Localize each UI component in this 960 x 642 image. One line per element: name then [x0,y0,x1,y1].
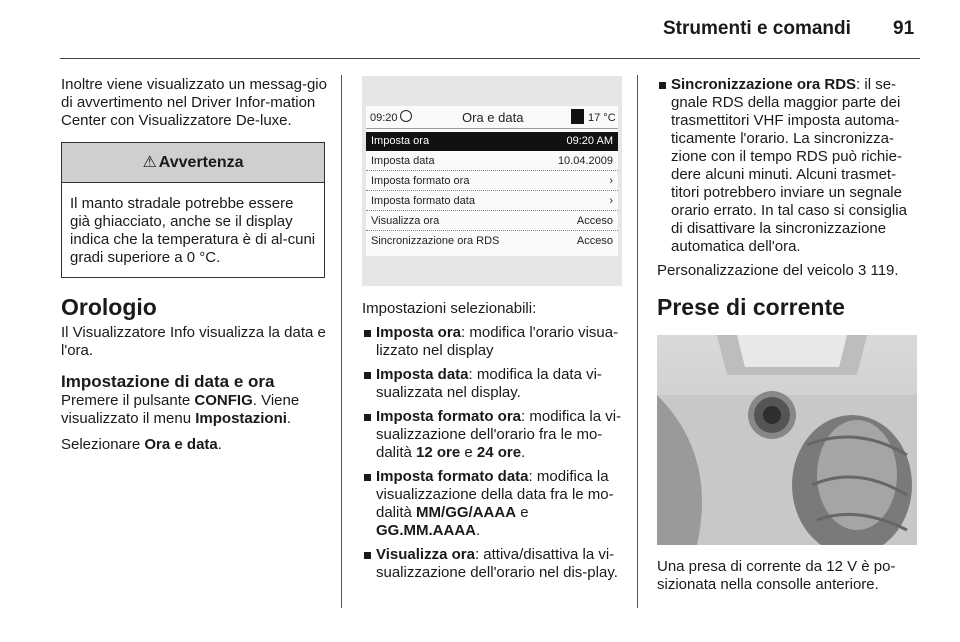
display-menu-row [366,232,618,251]
text-fragment: Premere il pulsante [61,392,195,409]
display-time: 09:20 [370,112,398,124]
item-term: Visualizza ora [376,546,475,563]
cross-reference [657,262,921,280]
item-text: : attiva/disattiva la vi-sualizzazione dell'orario nel dis-play. [376,546,618,581]
item-term: MM/GG/AAAA [416,504,517,521]
page-header-title: Strumenti e comandi [663,18,851,39]
list-item [362,366,626,402]
item-term: Imposta data [376,366,469,383]
item-text: : modifica l'orario visua-lizzato nel display [376,324,619,359]
item-term: Imposta formato data [376,468,529,485]
power-outlet-text: Una presa di corrente da 12 V è po-sizionata nella consolle anteriore. [657,558,896,593]
display-separator [366,128,618,129]
item-text: : modifica la data vi-sualizzata nel display. [376,366,602,401]
row-value: Acceso [576,215,613,227]
row-label: Sincronizzazione ora RDS [371,235,500,247]
page-reference-link[interactable]: 3 119. [857,262,899,279]
display-temperature: 17 °C [588,112,616,124]
item-text: e [516,504,529,521]
power-outlet-photo [657,335,917,545]
display-status-bar [366,106,618,128]
config-paragraph [61,392,329,428]
settings-intro: Impostazioni selezionabili: [362,300,537,317]
column-left [61,76,329,462]
power-outlet-illustration [657,335,917,545]
row-label: Imposta data [371,155,435,167]
item-term: Imposta ora [376,324,462,341]
row-value: 10.04.2009 [557,155,613,167]
page-number: 91 [893,18,915,39]
clock-paragraph: Il Visualizzatore Info visualizza la data e l'ora. [61,324,326,359]
row-value: 09:20 AM [566,135,613,147]
row-label: Visualizza ora [371,215,440,227]
section-title-clock: Orologio [61,294,157,320]
menu-item-label: Ora e data [144,436,218,453]
item-term: Imposta formato ora [376,408,522,425]
clock-icon [400,110,412,122]
display-menu-row [366,132,618,151]
warning-title: Avvertenza [158,153,244,171]
row-value: Acceso [576,235,613,247]
warning-body: Il manto stradale potrebbe essere già ghiacciato, anche se il display indica che la temperatura è di al-cuni gradi superiore a 0 °C. [70,195,316,266]
list-item [657,76,921,256]
item-text: : il se-gnale RDS della maggior parte dei trasmettitori VHF imposta automa-ticamente l'orario. La sincronizza-zione con il tempo RDS può richie-dere alcuni minuti. Alcuni trasmet-titori potrebbero inviare un segnale orario errato. In tal caso si consiglia di disattivare la sincronizzazione automatica dell'ora. [671,76,907,255]
item-text: e [460,444,477,461]
thermometer-icon [571,109,584,124]
display-screenshot [362,76,622,286]
item-text: . [476,522,481,539]
display-menu-row [366,152,618,171]
list-item [362,408,626,462]
item-term: Sincronizzazione ora RDS [671,76,857,93]
item-term: GG.MM.AAAA [376,522,476,539]
item-text: : modifica la vi-sualizzazione dell'orario fra le mo-dalità [376,408,622,461]
display-menu-row [366,172,618,191]
display-menu-row [366,212,618,231]
display-menu-row [366,192,618,211]
warning-icon: ⚠ [142,153,157,171]
item-text: . [521,444,526,461]
header-divider [60,58,920,59]
row-label: Imposta formato ora [371,175,470,187]
section-title-power-outlets: Prese di corrente [657,294,845,320]
item-term: 12 ore [416,444,461,461]
item-text: : modifica la visualizzazione della data fra le mo-dalità [376,468,614,521]
text-fragment: Selezionare [61,436,145,453]
list-item [362,546,626,582]
text-fragment: . [217,436,222,453]
cross-reference-text: Personalizzazione del veicolo [657,262,854,279]
row-label: Imposta ora [371,135,430,147]
warning-box [61,142,325,278]
intro-paragraph: Inoltre viene visualizzato un messag-gio di avvertimento nel Driver Infor-mation Center con Visualizzatore De-luxe. [61,76,327,129]
column-divider [637,75,638,608]
row-value: › [609,195,613,207]
select-paragraph [61,436,329,454]
subsection-title-datetime: Impostazione di data e ora [61,372,275,391]
column-divider [341,75,342,608]
info-display [366,106,618,256]
item-term: 24 ore [476,444,522,461]
column-middle [362,300,626,588]
row-value: › [609,175,613,187]
display-title: Ora e data [462,110,524,125]
text-fragment: . [286,410,292,427]
list-item [362,468,626,540]
settings-menu-label: Impostazioni [195,410,287,427]
text-fragment: . Viene visualizzato il menu [61,392,300,427]
row-label: Imposta formato data [371,195,475,207]
config-button-label: CONFIG [194,392,253,409]
warning-header [62,143,324,183]
power-outlet-caption-block [657,558,921,602]
list-item [362,324,626,360]
column-right [657,76,921,324]
